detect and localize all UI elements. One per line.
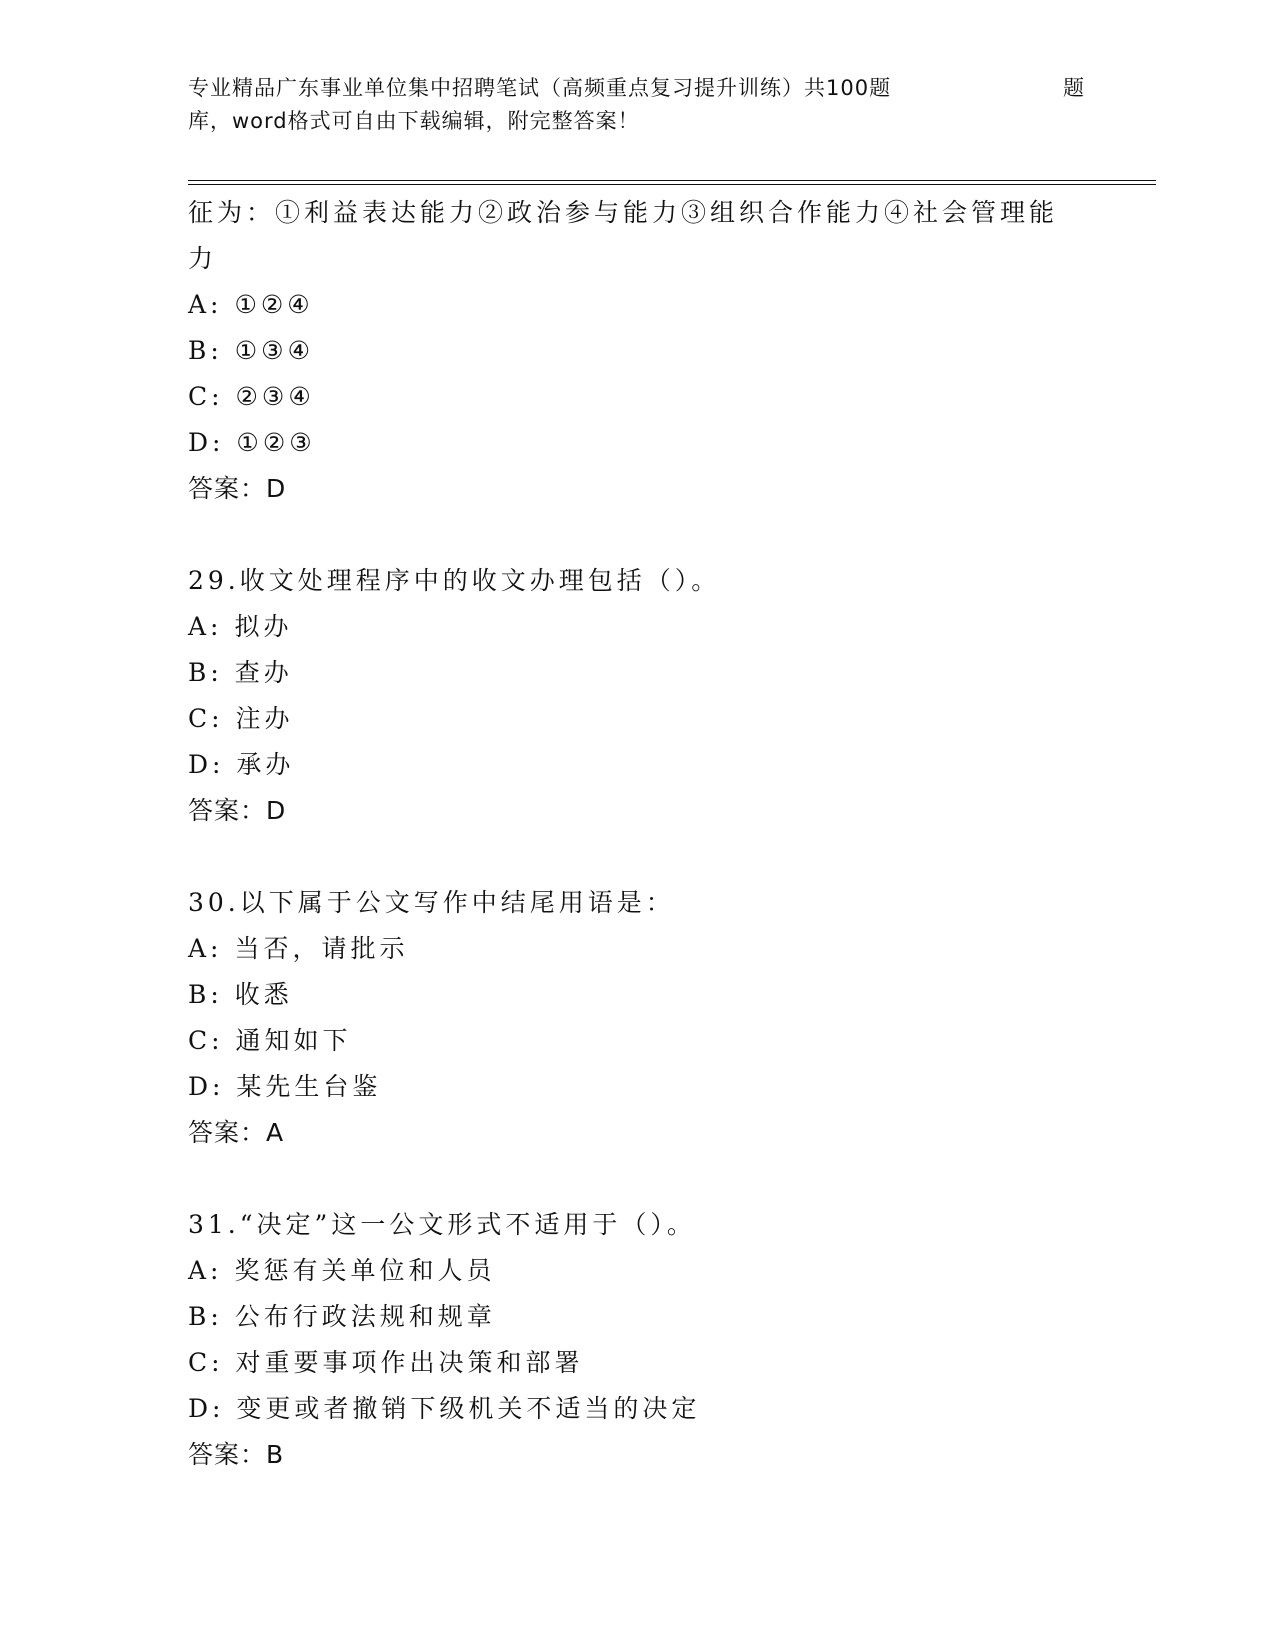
- option-label: B:: [188, 1302, 223, 1331]
- question-continuation: [188, 190, 1088, 512]
- option-d: [188, 420, 1088, 466]
- option-label: B:: [188, 336, 223, 365]
- option-text: ①②③: [236, 428, 316, 457]
- spacer: [188, 1156, 1088, 1202]
- option-text: ①②④: [234, 290, 314, 319]
- answer-line: 答案：D: [188, 474, 287, 503]
- header-line-1: 专业精品广东事业单位集中招聘笔试（高频重点复习提升训练）共100题: [188, 76, 892, 100]
- option-d: [188, 1386, 1088, 1432]
- option-c: [188, 1018, 1088, 1064]
- option-c: [188, 1340, 1088, 1386]
- option-c: [188, 696, 1088, 742]
- option-label: C:: [188, 382, 224, 411]
- option-text: 通知如下: [235, 1026, 352, 1055]
- option-label: D:: [188, 428, 225, 457]
- question-stem: 31.“决定”这一公文形式不适用于（）。: [188, 1210, 696, 1239]
- option-text: 对重要事项作出决策和部署: [235, 1348, 584, 1377]
- option-text: ②③④: [235, 382, 315, 411]
- option-a: [188, 604, 1088, 650]
- question-stem: 29.收文处理程序中的收文办理包括（）。: [188, 566, 721, 595]
- option-text: 承办: [236, 750, 295, 779]
- header-right-text: 题: [1063, 76, 1084, 100]
- header-divider-bottom: [188, 184, 1156, 185]
- answer-line: 答案：B: [188, 1440, 285, 1469]
- option-label: A:: [188, 934, 223, 963]
- option-label: D:: [188, 1394, 225, 1423]
- answer-line: 答案：D: [188, 796, 287, 825]
- option-text: 查办: [234, 658, 293, 687]
- option-b: [188, 972, 1088, 1018]
- spacer: [188, 834, 1088, 880]
- option-b: [188, 650, 1088, 696]
- question-continuation-text: 征为：①利益表达能力②政治参与能力③组织合作能力④社会管理能力: [188, 198, 1059, 273]
- option-label: C:: [188, 1348, 224, 1377]
- option-text: ①③④: [234, 336, 314, 365]
- option-label: C:: [188, 1026, 224, 1055]
- spacer: [188, 512, 1088, 558]
- option-label: B:: [188, 980, 223, 1009]
- option-text: 注办: [235, 704, 294, 733]
- option-d: [188, 1064, 1088, 1110]
- option-a: [188, 926, 1088, 972]
- option-text: 当否，请批示: [234, 934, 409, 963]
- option-label: D:: [188, 1072, 225, 1101]
- option-label: A:: [188, 1256, 223, 1285]
- question-29: [188, 558, 1088, 834]
- option-label: C:: [188, 704, 224, 733]
- option-label: A:: [188, 290, 223, 319]
- option-label: B:: [188, 658, 223, 687]
- option-b: [188, 1294, 1088, 1340]
- option-text: 奖惩有关单位和人员: [234, 1256, 496, 1285]
- answer-line: 答案：A: [188, 1118, 285, 1147]
- option-label: D:: [188, 750, 225, 779]
- document-body: [188, 190, 1088, 1478]
- option-text: 公布行政法规和规章: [234, 1302, 496, 1331]
- question-31: [188, 1202, 1088, 1478]
- option-d: [188, 742, 1088, 788]
- option-label: A:: [188, 612, 223, 641]
- question-30: [188, 880, 1088, 1156]
- header-line-2: 库，word格式可自由下载编辑，附完整答案！: [188, 109, 640, 133]
- option-a: [188, 1248, 1088, 1294]
- header-divider-top: [188, 180, 1156, 181]
- option-text: 拟办: [234, 612, 293, 641]
- option-a: [188, 282, 1088, 328]
- option-text: 变更或者撤销下级机关不适当的决定: [236, 1394, 701, 1423]
- document-header: [188, 72, 1088, 138]
- option-text: 收悉: [234, 980, 293, 1009]
- option-c: [188, 374, 1088, 420]
- option-b: [188, 328, 1088, 374]
- option-text: 某先生台鉴: [236, 1072, 382, 1101]
- question-stem: 30.以下属于公文写作中结尾用语是：: [188, 888, 675, 917]
